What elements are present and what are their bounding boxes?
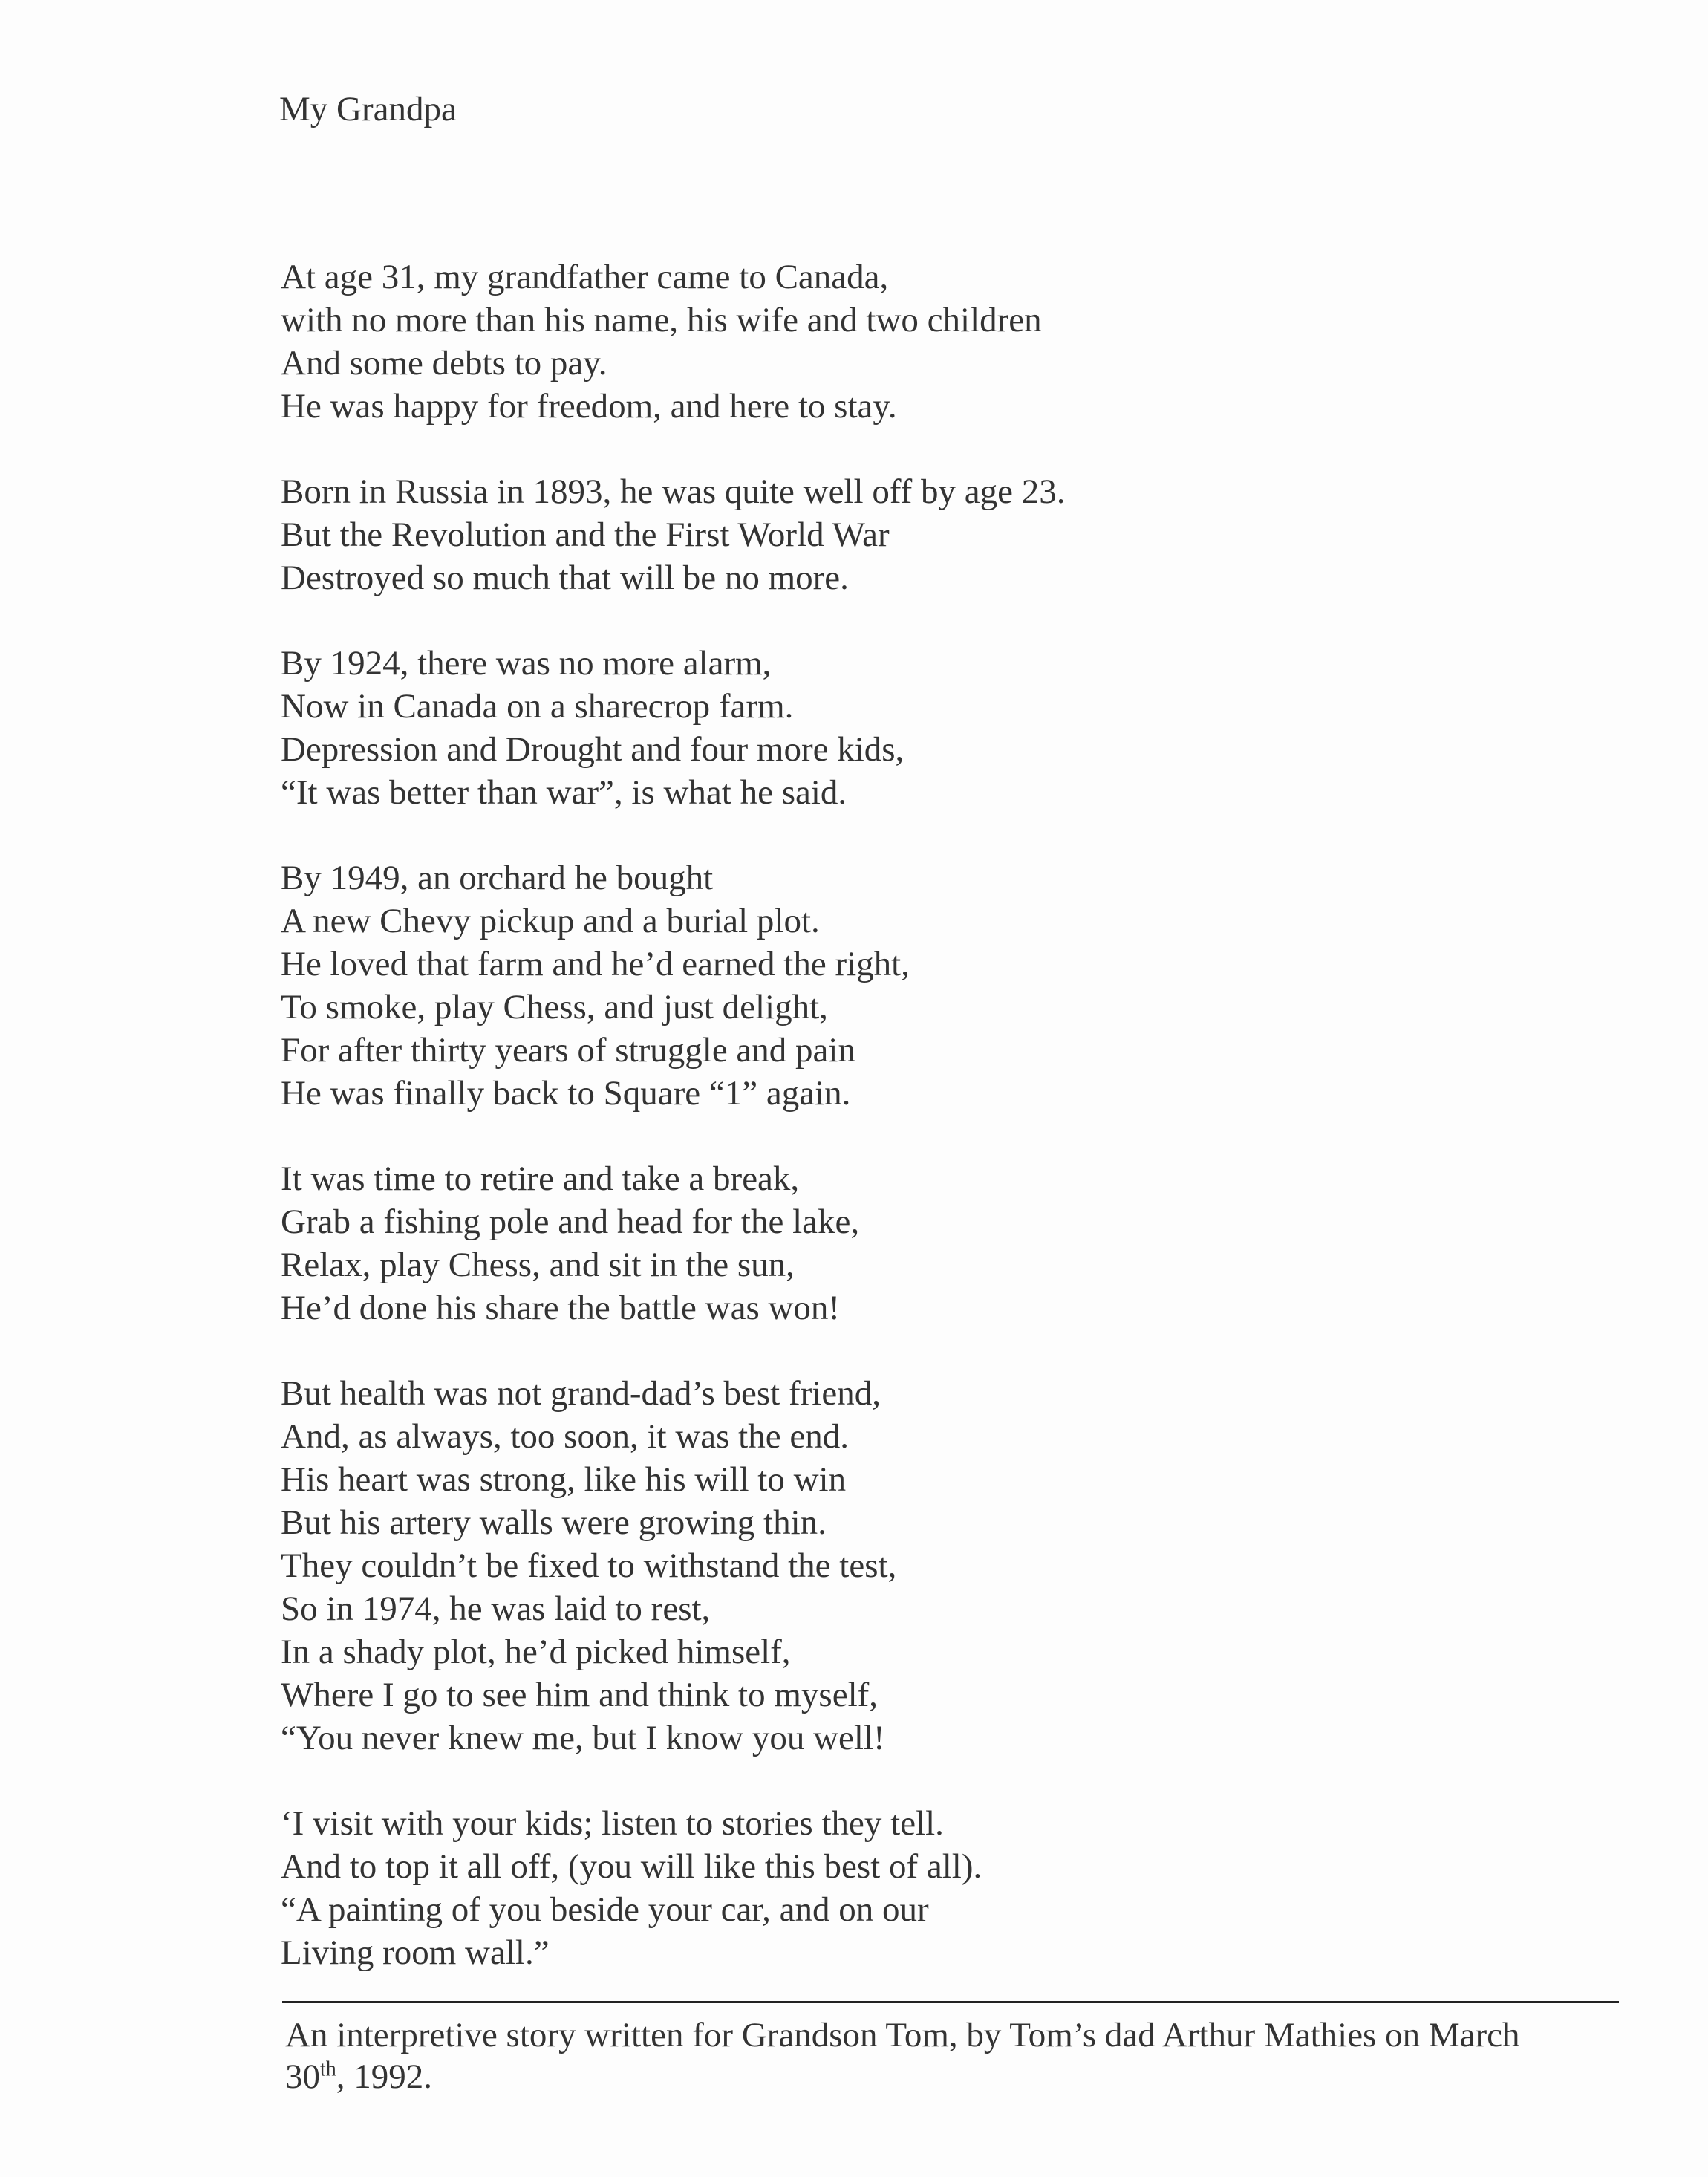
- poem-line: ‘I visit with your kids; listen to stories they tell.: [281, 1804, 944, 1843]
- poem-line: By 1949, an orchard he bought: [281, 859, 714, 897]
- poem-line: So in 1974, he was laid to rest,: [281, 1589, 711, 1628]
- poem-footer: [285, 2014, 1637, 2098]
- poem-line: Born in Russia in 1893, he was quite well off by age 23.: [281, 472, 1066, 511]
- poem-stanza: [281, 856, 1617, 1115]
- poem-line: He was happy for freedom, and here to stay.: [281, 387, 897, 426]
- poem-line: He’d done his share the battle was won!: [281, 1289, 841, 1327]
- poem-line: Living room wall.”: [281, 1933, 550, 1972]
- poem-line: And to top it all off, (you will like this best of all).: [281, 1847, 982, 1886]
- footer-date-day: 30: [285, 2057, 320, 2096]
- poem-stanza: [281, 470, 1617, 599]
- poem-line: A new Chevy pickup and a burial plot.: [281, 902, 820, 940]
- poem-line: But the Revolution and the First World War: [281, 515, 890, 554]
- footer-divider: [282, 2001, 1619, 2003]
- poem-stanza: [281, 1157, 1617, 1330]
- poem-line: To smoke, play Chess, and just delight,: [281, 988, 828, 1026]
- poem-line: It was time to retire and take a break,: [281, 1159, 800, 1198]
- poem-line: Now in Canada on a sharecrop farm.: [281, 687, 794, 726]
- poem-line: By 1924, there was no more alarm,: [281, 644, 772, 683]
- poem-line: Where I go to see him and think to myself,: [281, 1676, 879, 1714]
- poem-line: And some debts to pay.: [281, 344, 607, 383]
- poem-line: But health was not grand-dad’s best friend,: [281, 1374, 881, 1413]
- poem-line: But his artery walls were growing thin.: [281, 1503, 827, 1542]
- poem-line: “It was better than war”, is what he said.: [281, 773, 847, 812]
- poem-line: In a shady plot, he’d picked himself,: [281, 1633, 791, 1671]
- poem-stanza: [281, 1802, 1617, 1974]
- poem-stanza: [281, 642, 1617, 814]
- footer-date-suffix: th: [320, 2057, 336, 2081]
- poem-stanza: [281, 1372, 1617, 1760]
- poem-line: And, as always, too soon, it was the end.: [281, 1417, 849, 1456]
- poem-line: “You never knew me, but I know you well!: [281, 1719, 885, 1757]
- poem-stanza: [281, 256, 1617, 428]
- poem-title: My Grandpa: [279, 90, 457, 128]
- poem-line: Depression and Drought and four more kids,: [281, 730, 904, 769]
- poem-line: He loved that farm and he’d earned the right,: [281, 945, 910, 983]
- poem-line: Relax, play Chess, and sit in the sun,: [281, 1246, 795, 1284]
- poem-line: At age 31, my grandfather came to Canada,: [281, 258, 889, 296]
- footer-credit-line: An interpretive story written for Grandson Tom, by Tom’s dad Arthur Mathies on March: [285, 2016, 1520, 2054]
- poem-line: Destroyed so much that will be no more.: [281, 559, 849, 597]
- poem-line: They couldn’t be fixed to withstand the test,: [281, 1546, 897, 1585]
- poem-body: [281, 256, 1617, 2017]
- poem-line: His heart was strong, like his will to win: [281, 1460, 847, 1499]
- poem-line: with no more than his name, his wife and two children: [281, 301, 1042, 339]
- footer-date-year: , 1992.: [336, 2057, 433, 2096]
- poem-line: For after thirty years of struggle and pain: [281, 1031, 855, 1070]
- poem-line: Grab a fishing pole and head for the lake,: [281, 1203, 860, 1241]
- poem-line: He was finally back to Square “1” again.: [281, 1074, 851, 1113]
- poem-line: “A painting of you beside your car, and on our: [281, 1890, 929, 1929]
